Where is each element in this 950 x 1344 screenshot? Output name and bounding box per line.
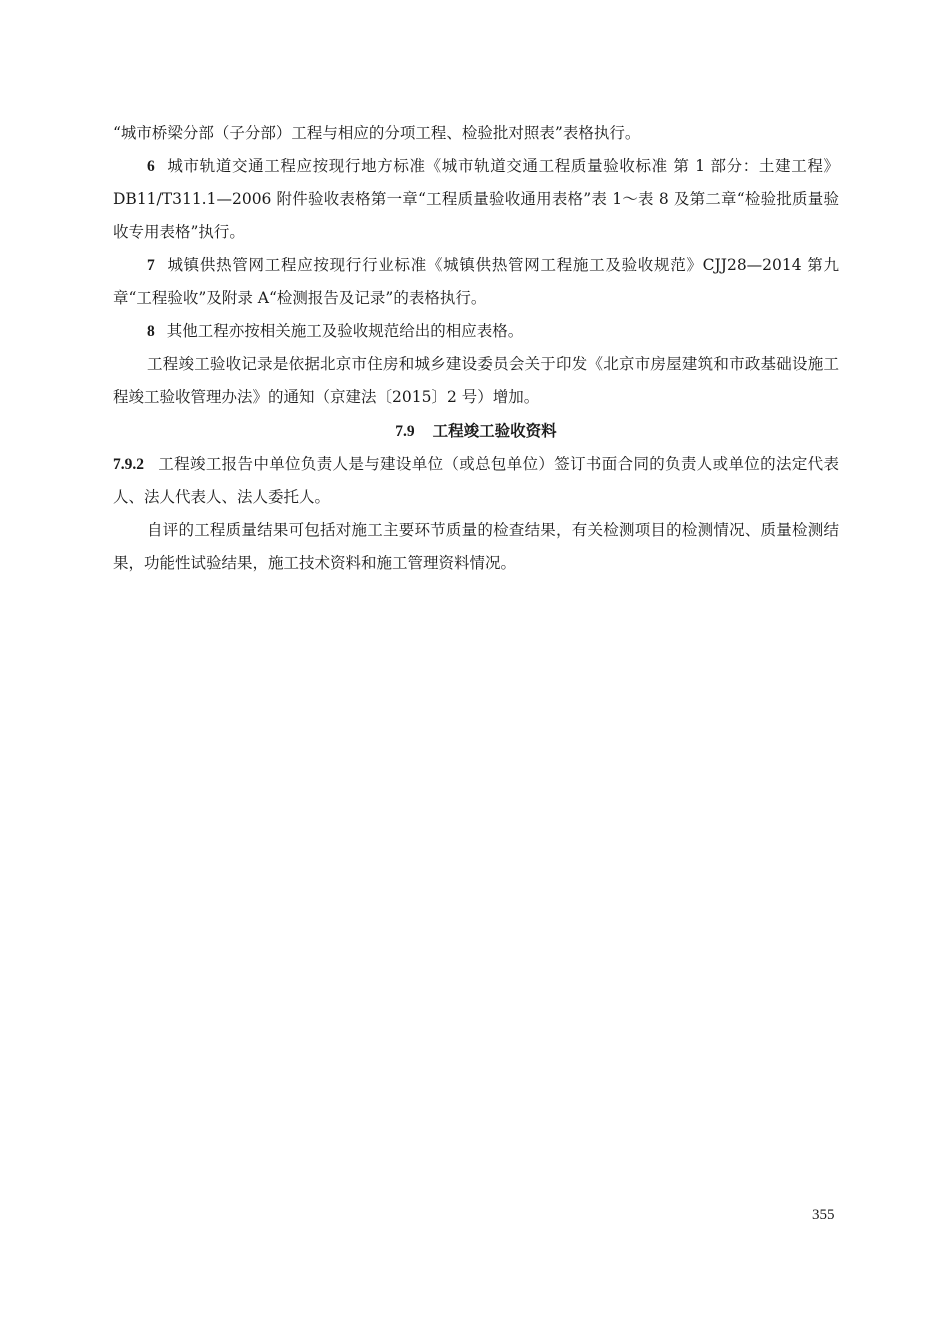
clause-note-paragraph [113, 514, 839, 580]
item-text: 城市轨道交通工程应按现行地方标准《城市轨道交通工程质量验收标准 第 1 部分：土建工程》DB11/T311.1—2006 附件验收表格第一章“工程质量验收通用表格”表 1～表 8 及第二章“检验批质量验收专用表格”执行。 [113, 157, 839, 241]
list-item-7 [113, 249, 839, 315]
list-item-8 [113, 315, 839, 348]
item-number: 7 [147, 257, 155, 274]
clause-text: 工程竣工报告中单位负责人是与建设单位（或总包单位）签订书面合同的负责人或单位的法定代表人、法人代表人、法人委托人。 [113, 455, 839, 506]
paragraph-text: “城市桥梁分部（子分部）工程与相应的分项工程、检验批对照表”表格执行。 [113, 124, 641, 142]
paragraph-continuation [113, 117, 839, 150]
list-item-6 [113, 150, 839, 249]
paragraph-text: 工程竣工验收记录是依据北京市住房和城乡建设委员会关于印发《北京市房屋建筑和市政基础设施工程竣工验收管理办法》的通知（京建法〔2015〕2 号）增加。 [113, 355, 839, 406]
item-text: 其他工程亦按相关施工及验收规范给出的相应表格。 [166, 322, 524, 340]
paragraph-text: 自评的工程质量结果可包括对施工主要环节质量的检查结果，有关检测项目的检测情况、质量检测结果，功能性试验结果，施工技术资料和施工管理资料情况。 [113, 521, 839, 572]
page-number: 355 [812, 1207, 835, 1223]
page-body [113, 117, 839, 580]
explanation-paragraph [113, 348, 839, 414]
section-number: 7.9 [395, 423, 415, 440]
item-number: 6 [147, 158, 155, 175]
item-number: 8 [147, 323, 155, 340]
section-heading [113, 414, 839, 448]
item-text: 城镇供热管网工程应按现行行业标准《城镇供热管网工程施工及验收规范》CJJ28—2014 第九章“工程验收”及附录 A“检测报告及记录”的表格执行。 [113, 256, 839, 307]
clause-paragraph [113, 448, 839, 514]
section-title: 工程竣工验收资料 [432, 421, 557, 440]
clause-number: 7.9.2 [113, 456, 144, 473]
